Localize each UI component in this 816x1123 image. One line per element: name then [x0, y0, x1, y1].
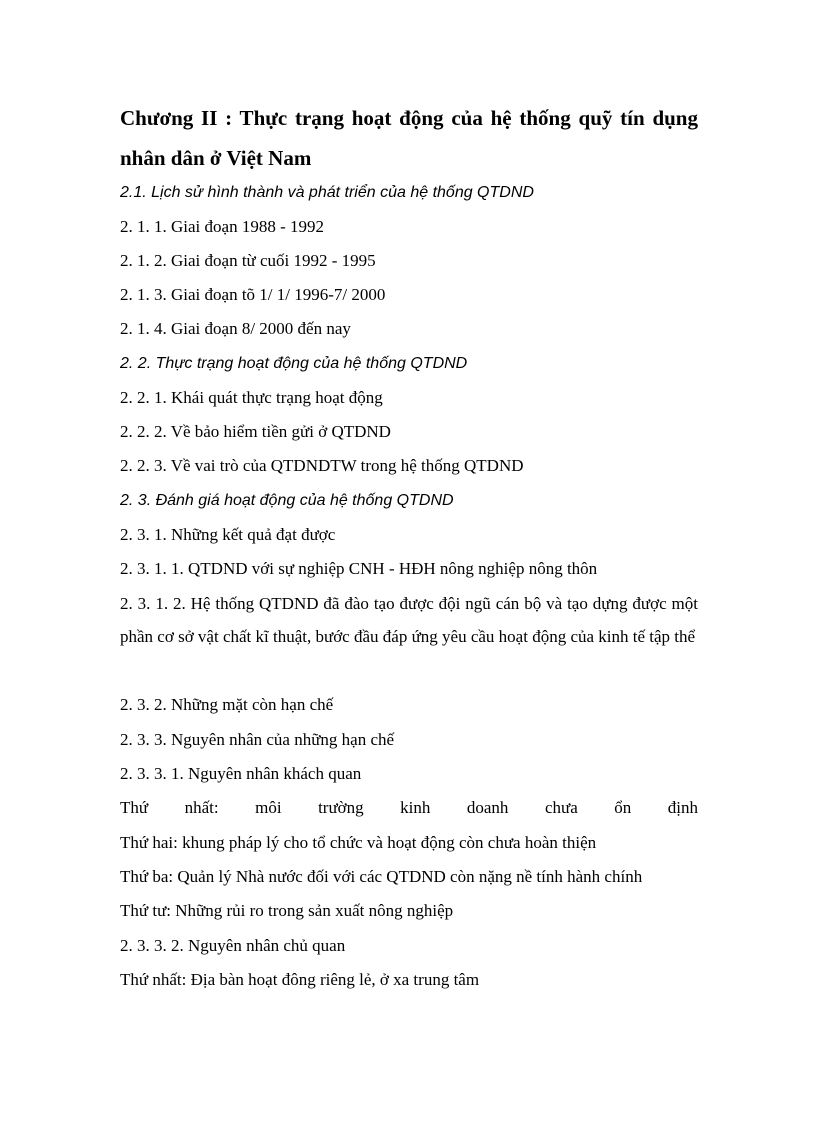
subsection-2-1-1: 2. 1. 1. Giai đoạn 1988 - 1992	[120, 217, 324, 236]
reason-word: doanh	[466, 798, 509, 817]
section-heading-2-3: 2. 3. Đánh giá hoạt động của hệ thống QTDND	[120, 492, 454, 509]
subsection-2-2-1: 2. 2. 1. Khái quát thực trạng hoạt động	[120, 388, 383, 407]
subsection-2-2-3: 2. 2. 3. Về vai trò của QTDNDTW trong hệ thống QTDND	[120, 456, 524, 475]
subsection-2-2-2: 2. 2. 2. Về bảo hiểm tiền gửi ở QTDND	[120, 422, 391, 441]
reason-word: định	[667, 798, 698, 817]
subsection-2-1-4: 2. 1. 4. Giai đoạn 8/ 2000 đến nay	[120, 319, 351, 338]
reason-word: ổn	[614, 798, 632, 817]
section-heading-2-1: 2.1. Lịch sử hình thành và phát triển của hệ thống QTDND	[120, 184, 534, 201]
reason-word: trường	[318, 798, 364, 817]
section-heading-2-2: 2. 2. Thực trạng hoạt động của hệ thống QTDND	[120, 355, 468, 372]
reason-first-line	[120, 791, 698, 825]
reason-word: Thứ	[120, 798, 149, 817]
subsection-2-3-1: 2. 3. 1. Những kết quả đạt được	[120, 525, 336, 544]
subsection-2-3-3: 2. 3. 3. Nguyên nhân của những hạn chế	[120, 730, 395, 749]
subsection-2-3-3-1: 2. 3. 3. 1. Nguyên nhân khách quan	[120, 764, 362, 783]
reason-fourth: Thứ tư: Những rủi ro trong sản xuất nông nghiệp	[120, 901, 454, 920]
reason-word: nhất:	[184, 798, 219, 817]
subsection-2-3-1-2: 2. 3. 1. 2. Hệ thống QTDND đã đào tạo được đội ngũ cán bộ và tạo dựng được một phần cơ sở vật chất kĩ thuật, bước đầu đáp ứng yêu cầu hoạt động của kinh tế tập thể	[120, 594, 698, 646]
subsection-2-1-3: 2. 1. 3. Giai đoạn tõ 1/ 1/ 1996-7/ 2000	[120, 285, 386, 304]
subsection-2-3-2: 2. 3. 2. Những mặt còn hạn chế	[120, 695, 334, 714]
reason-word: môi	[255, 798, 282, 817]
subsection-2-1-2: 2. 1. 2. Giai đoạn từ cuối 1992 - 1995	[120, 251, 376, 270]
reason-second: Thứ hai: khung pháp lý cho tổ chức và hoạt động còn chưa hoàn thiện	[120, 833, 597, 852]
subjective-reason-first: Thứ nhất: Địa bàn hoạt đông riêng lẻ, ở xa trung tâm	[120, 970, 480, 989]
subsection-2-3-3-2: 2. 3. 3. 2. Nguyên nhân chủ quan	[120, 936, 346, 955]
chapter-title: Chương II : Thực trạng hoạt động của hệ thống quỹ tín dụng nhân dân ở Việt Nam	[120, 106, 698, 170]
reason-third: Thứ ba: Quản lý Nhà nước đối với các QTDND còn nặng nề tính hành chính	[120, 867, 643, 886]
reason-word: kinh	[400, 798, 431, 817]
reason-word: chưa	[544, 798, 578, 817]
subsection-2-3-1-1: 2. 3. 1. 1. QTDND với sự nghiệp CNH - HĐH nông nghiệp nông thôn	[120, 559, 598, 578]
